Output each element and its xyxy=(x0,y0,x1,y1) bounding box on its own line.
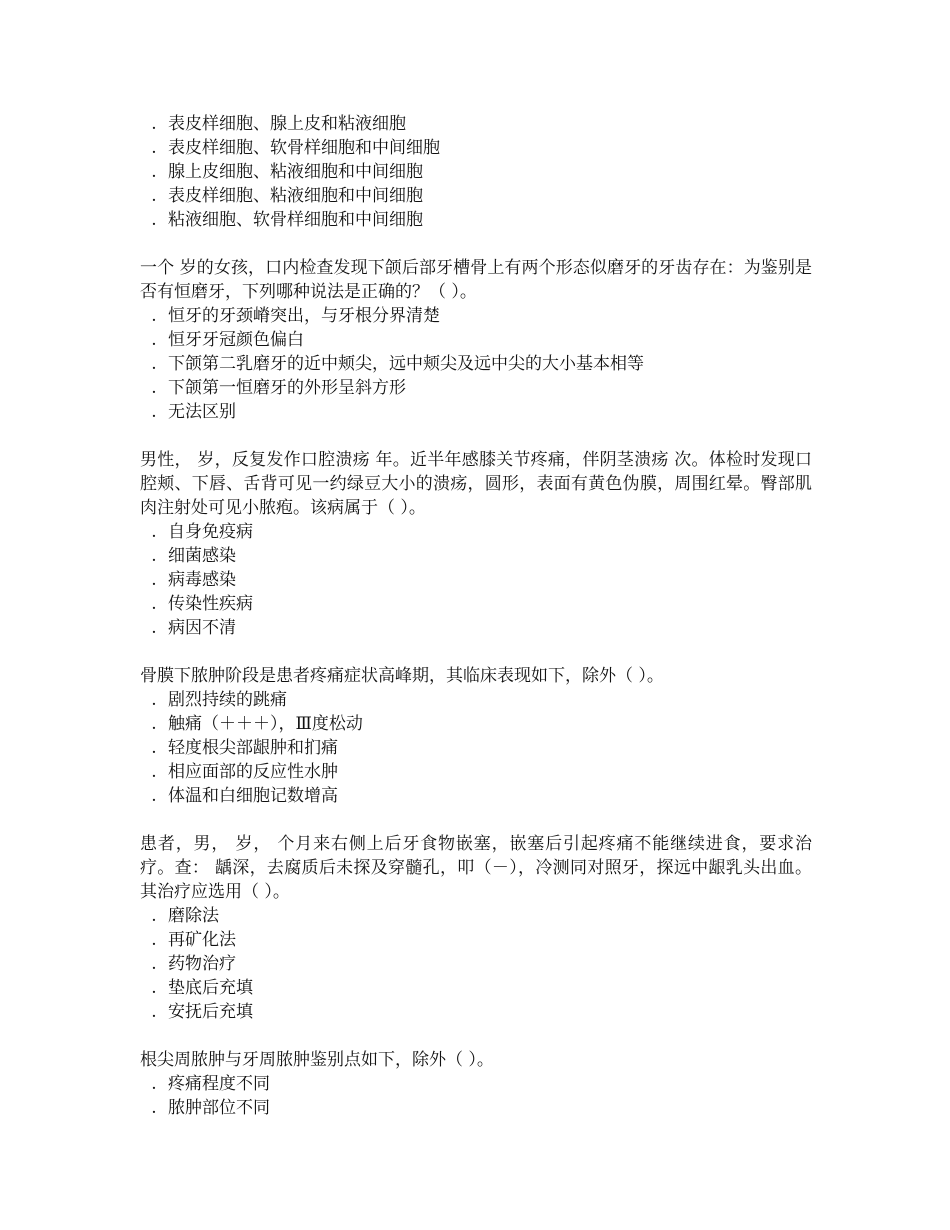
option-text: 相应面部的反应性水肿 xyxy=(168,762,338,782)
option-marker: . xyxy=(151,930,157,950)
option-item xyxy=(140,952,812,976)
option-marker: . xyxy=(151,330,157,350)
spacer xyxy=(140,640,812,664)
question-block-2 xyxy=(140,256,812,424)
option-text: 传染性疾病 xyxy=(168,594,253,614)
option-marker: . xyxy=(151,546,157,566)
question-block-5 xyxy=(140,832,812,1024)
option-text: 剧烈持续的跳痛 xyxy=(168,690,287,710)
option-item xyxy=(140,352,812,376)
option-item xyxy=(140,304,812,328)
option-item xyxy=(140,928,812,952)
question-block-3 xyxy=(140,448,812,640)
option-text: 药物治疗 xyxy=(168,954,236,974)
question-stem: 一个 岁的女孩，口内检查发现下颌后部牙槽骨上有两个形态似磨牙的牙齿存在：为鉴别是否有恒磨牙，下列哪种说法是正确的？（ ）。 xyxy=(140,258,812,302)
option-marker: . xyxy=(151,570,157,590)
option-marker: . xyxy=(151,978,157,998)
spacer xyxy=(140,424,812,448)
option-marker: . xyxy=(151,114,157,134)
option-marker: . xyxy=(151,738,157,758)
option-item xyxy=(140,760,812,784)
option-text: 自身免疫病 xyxy=(168,522,253,542)
option-item xyxy=(140,160,812,184)
option-marker: . xyxy=(151,306,157,326)
question-block-1 xyxy=(140,112,812,232)
question-block-4 xyxy=(140,664,812,808)
option-text: 粘液细胞、软骨样细胞和中间细胞 xyxy=(168,210,423,230)
option-list xyxy=(140,904,812,1024)
option-marker: . xyxy=(151,1002,157,1022)
option-item xyxy=(140,976,812,1000)
spacer xyxy=(140,1024,812,1048)
spacer xyxy=(140,808,812,832)
option-item xyxy=(140,1000,812,1024)
option-marker: . xyxy=(151,1098,157,1118)
option-item xyxy=(140,520,812,544)
option-item xyxy=(140,400,812,424)
question-stem: 患者，男， 岁， 个月来右侧上后牙食物嵌塞，嵌塞后引起疼痛不能继续进食，要求治疗。查： 龋深，去腐质后未探及穿髓孔，叩（－），冷测同对照牙，探远中龈乳头出血。其治疗应选用（ ）。 xyxy=(140,834,812,902)
question-block-6 xyxy=(140,1048,812,1120)
option-marker: . xyxy=(151,522,157,542)
option-marker: . xyxy=(151,762,157,782)
option-text: 磨除法 xyxy=(168,906,219,926)
option-text: 表皮样细胞、粘液细胞和中间细胞 xyxy=(168,186,423,206)
option-text: 恒牙牙冠颜色偏白 xyxy=(168,330,304,350)
option-text: 下颌第二乳磨牙的近中颊尖，远中颊尖及远中尖的大小基本相等 xyxy=(168,354,644,374)
option-list xyxy=(140,1072,812,1120)
option-item xyxy=(140,328,812,352)
option-marker: . xyxy=(151,1074,157,1094)
option-item xyxy=(140,112,812,136)
option-text: 轻度根尖部龈肿和扪痛 xyxy=(168,738,338,758)
option-item xyxy=(140,712,812,736)
option-marker: . xyxy=(151,714,157,734)
option-marker: . xyxy=(151,138,157,158)
option-marker: . xyxy=(151,402,157,422)
option-marker: . xyxy=(151,906,157,926)
option-marker: . xyxy=(151,594,157,614)
spacer xyxy=(140,232,812,256)
option-text: 垫底后充填 xyxy=(168,978,253,998)
option-item xyxy=(140,1096,812,1120)
option-text: 再矿化法 xyxy=(168,930,236,950)
option-item xyxy=(140,376,812,400)
option-text: 病毒感染 xyxy=(168,570,236,590)
option-item xyxy=(140,1072,812,1096)
option-item xyxy=(140,184,812,208)
option-item xyxy=(140,616,812,640)
option-item xyxy=(140,592,812,616)
option-list xyxy=(140,112,812,232)
option-text: 腺上皮细胞、粘液细胞和中间细胞 xyxy=(168,162,423,182)
option-marker: . xyxy=(151,954,157,974)
question-stem: 男性， 岁，反复发作口腔溃疡 年。近半年感膝关节疼痛，伴阴茎溃疡 次。体检时发现口腔颊、下唇、舌背可见一约绿豆大小的溃疡，圆形，表面有黄色伪膜，周围红晕。臀部肌肉注射处可见小脓疱。该病属于（ ）。 xyxy=(140,450,812,518)
option-item xyxy=(140,784,812,808)
option-text: 疼痛程度不同 xyxy=(168,1074,270,1094)
option-text: 安抚后充填 xyxy=(168,1002,253,1022)
option-marker: . xyxy=(151,210,157,230)
option-item xyxy=(140,208,812,232)
option-item xyxy=(140,736,812,760)
question-stem: 根尖周脓肿与牙周脓肿鉴别点如下，除外（ ）。 xyxy=(140,1050,494,1070)
option-marker: . xyxy=(151,690,157,710)
option-text: 下颌第一恒磨牙的外形呈斜方形 xyxy=(168,378,406,398)
option-text: 病因不清 xyxy=(168,618,236,638)
option-item xyxy=(140,688,812,712)
option-text: 脓肿部位不同 xyxy=(168,1098,270,1118)
option-marker: . xyxy=(151,618,157,638)
option-list xyxy=(140,688,812,808)
option-text: 细菌感染 xyxy=(168,546,236,566)
option-marker: . xyxy=(151,786,157,806)
option-list xyxy=(140,304,812,424)
option-text: 表皮样细胞、腺上皮和粘液细胞 xyxy=(168,114,406,134)
option-item xyxy=(140,568,812,592)
exam-content xyxy=(140,112,812,1120)
option-marker: . xyxy=(151,186,157,206)
option-marker: . xyxy=(151,354,157,374)
option-list xyxy=(140,520,812,640)
option-item xyxy=(140,544,812,568)
question-stem: 骨膜下脓肿阶段是患者疼痛症状高峰期，其临床表现如下，除外（ ）。 xyxy=(140,666,664,686)
option-item xyxy=(140,136,812,160)
option-item xyxy=(140,904,812,928)
option-text: 恒牙的牙颈嵴突出，与牙根分界清楚 xyxy=(168,306,440,326)
option-marker: . xyxy=(151,162,157,182)
option-text: 体温和白细胞记数增高 xyxy=(168,786,338,806)
option-marker: . xyxy=(151,378,157,398)
option-text: 无法区别 xyxy=(168,402,236,422)
option-text: 表皮样细胞、软骨样细胞和中间细胞 xyxy=(168,138,440,158)
option-text: 触痛（＋＋＋），Ⅲ度松动 xyxy=(168,714,363,734)
